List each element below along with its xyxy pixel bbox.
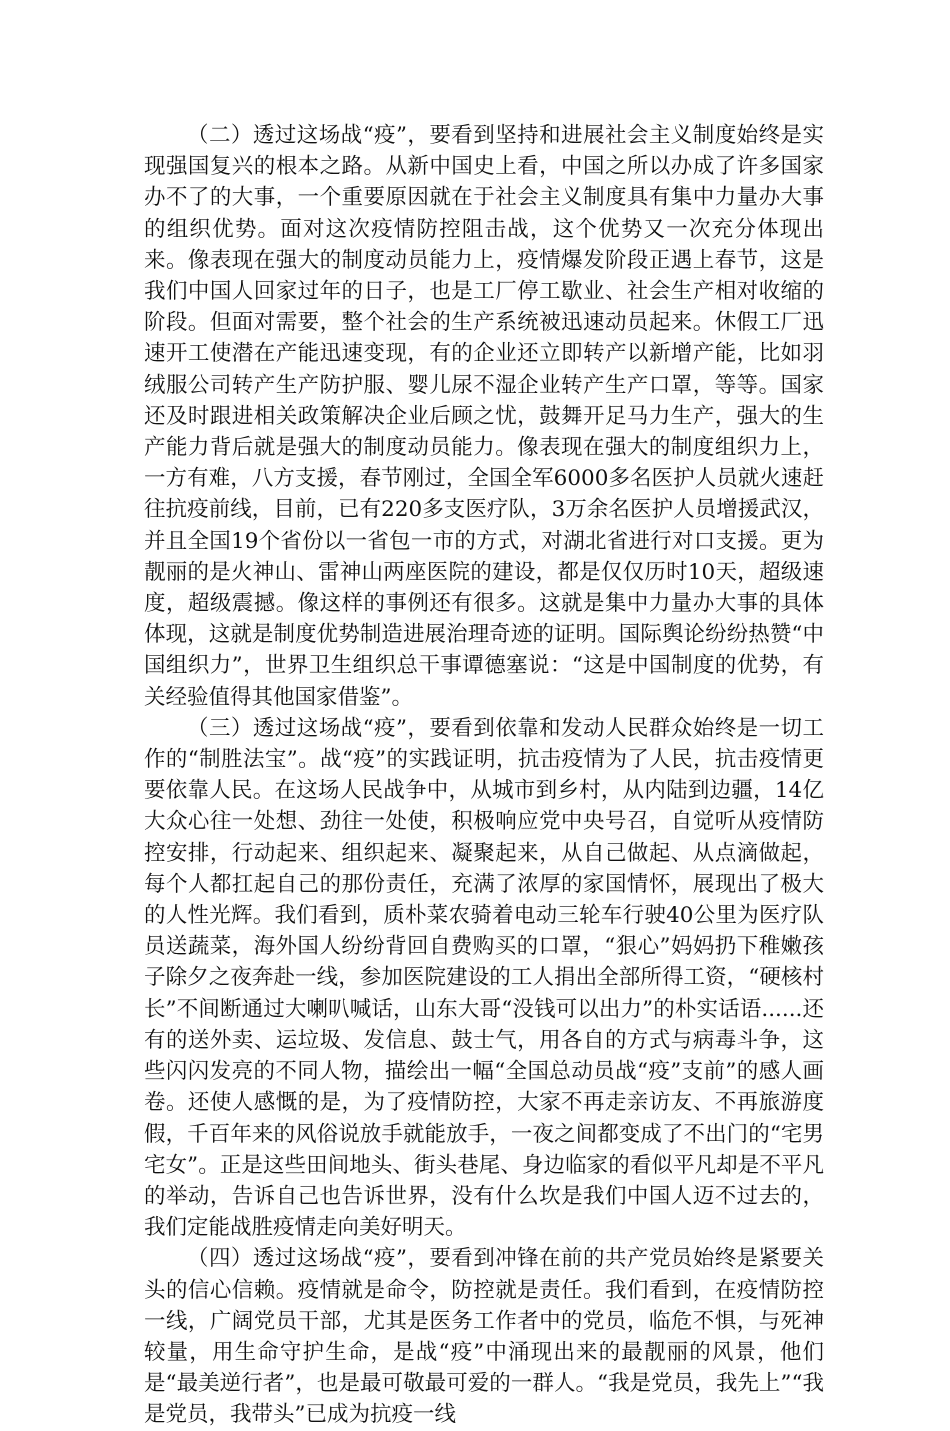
paragraph-section-4: （四）透过这场战“疫”，要看到冲锋在前的共产党员始终是紧要关头的信心信赖。疫情就是命令，防控就是责任。我们看到，在疫情防控一线，广阔党员干部，尤其是医务工作者中的党员，临危不惧，与死神较量，用生命守护生命，是战“疫”中涌现出来的最靓丽的风景，他们是“最美逆行者”，也是最可敬最可爱的一群人。“我是党员，我先上”“我是党员，我带头”已成为抗疫一线: [144, 1246, 824, 1428]
document-page: [144, 120, 824, 1431]
paragraph-section-2: （二）透过这场战“疫”，要看到坚持和进展社会主义制度始终是实现强国复兴的根本之路。从新中国史上看，中国之所以办成了许多国家办不了的大事，一个重要原因就在于社会主义制度具有集中力量办大事的组织优势。面对这次疫情防控阻击战，这个优势又一次充分体现出来。像表现在强大的制度动员能力上，疫情爆发阶段正遇上春节，这是我们中国人回家过年的日子，也是工厂停工歇业、社会生产相对收缩的阶段。但面对需要，整个社会的生产系统被迅速动员起来。休假工厂迅速开工使潜在产能迅速变现，有的企业还立即转产以新增产能，比如羽绒服公司转产生产防护服、婴儿尿不湿企业转产生产口罩，等等。国家还及时跟进相关政策解决企业后顾之忧，鼓舞开足马力生产，强大的生产能力背后就是强大的制度动员能力。像表现在强大的制度组织力上，一方有难，八方支援，春节刚过，全国全军6000多名医护人员就火速赶往抗疫前线，目前，已有220多支医疗队，3万余名医护人员增援武汉，并且全国19个省份以一省包一市的方式，对湖北省进行对口支援。更为靓丽的是火神山、雷神山两座医院的建设，都是仅仅历时10天，超级速度，超级震撼。像这样的事例还有很多。这就是集中力量办大事的具体体现，这就是制度优势制造进展治理奇迹的证明。国际舆论纷纷热赞“中国组织力”，世界卫生组织总干事谭德塞说：“这是中国制度的优势，有关经验值得其他国家借鉴”。: [144, 123, 824, 710]
paragraph-section-3: （三）透过这场战“疫”，要看到依靠和发动人民群众始终是一切工作的“制胜法宝”。战“疫”的实践证明，抗击疫情为了人民，抗击疫情更要依靠人民。在这场人民战争中，从城市到乡村，从内陆到边疆，14亿大众心往一处想、劲往一处使，积极响应党中央号召，自觉听从疫情防控安排，行动起来、组织起来、凝聚起来，从自己做起、从点滴做起，每个人都扛起自己的那份责任，充满了浓厚的家国情怀，展现出了极大的人性光辉。我们看到，质朴菜农骑着电动三轮车行驶40公里为医疗队员送蔬菜，海外国人纷纷背回自费购买的口罩，“狠心”妈妈扔下稚嫩孩子除夕之夜奔赴一线，参加医院建设的工人捐出全部所得工资，“硬核村长”不间断通过大喇叭喊话，山东大哥“没钱可以出力”的朴实话语......还有的送外卖、运垃圾、发信息、鼓士气，用各自的方式与病毒斗争，这些闪闪发亮的不同人物，描绘出一幅“全国总动员战“疫”支前”的感人画卷。还使人感慨的是，为了疫情防控，大家不再走亲访友、不再旅游度假，千百年来的风俗说放手就能放手，一夜之间都变成了不出门的“宅男宅女”。正是这些田间地头、街头巷尾、身边临家的看似平凡却是不平凡的举动，告诉自己也告诉世界，没有什么坎是我们中国人迈不过去的，我们定能战胜疫情走向美好明天。: [144, 715, 824, 1241]
